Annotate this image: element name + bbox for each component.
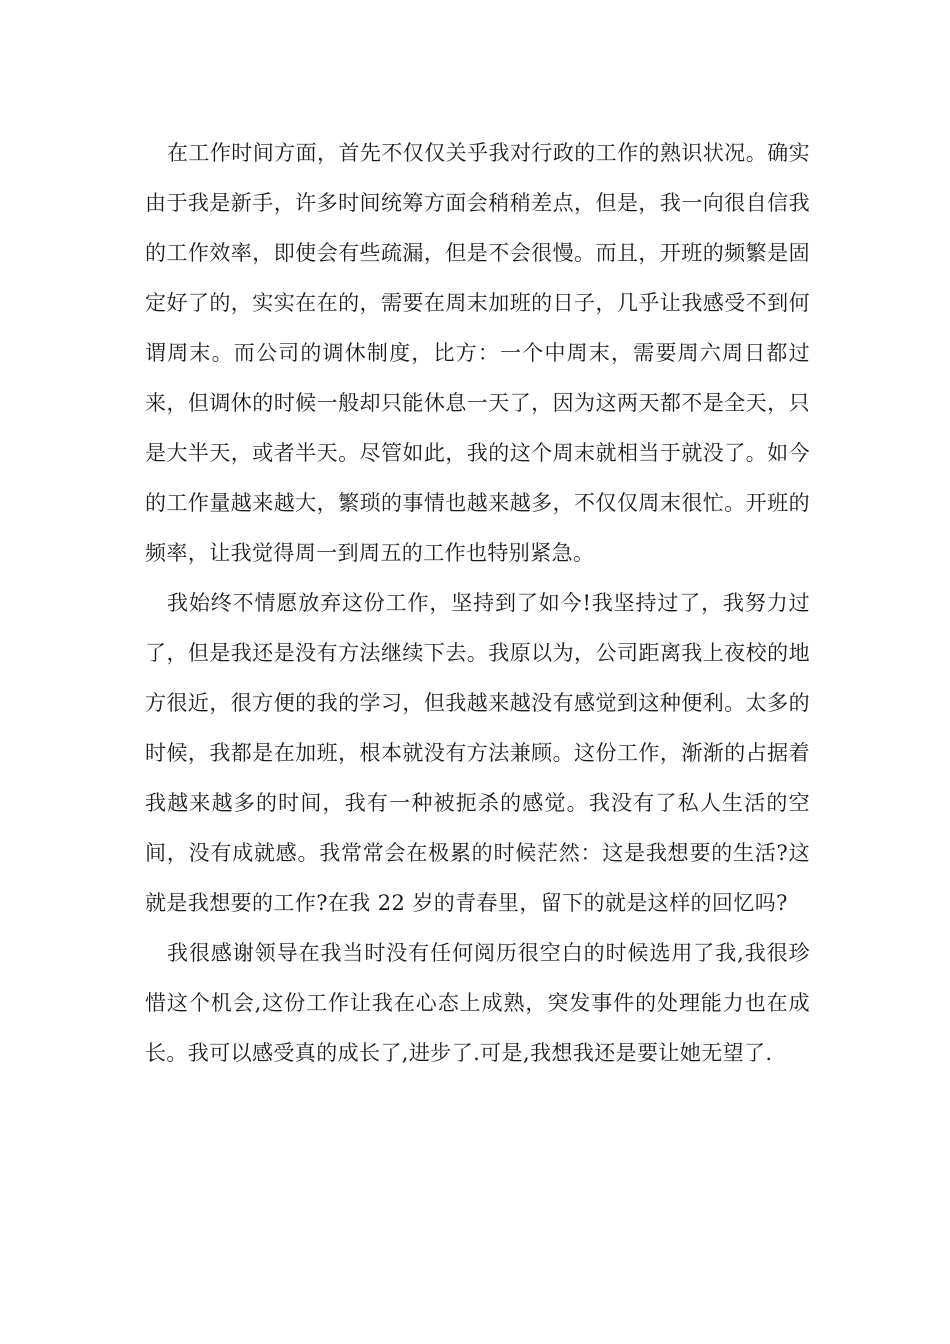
paragraph-persistence: 我始终不情愿放弃这份工作，坚持到了如今!我坚持过了，我努力过了，但是我还是没有方法继续下去。我原以为，公司距离我上夜校的地方很近，很方便的我的学习，但我越来越没有感觉到这种便利。太多的时候，我都是在加班，根本就没有方法兼顾。这份工作，渐渐的占据着我越来越多的时间，我有一种被扼杀的感觉。我没有了私人生活的空间，没有成就感。我常常会在极累的时候茫然：这是我想要的生活?这就是我想要的工作?在我 22 岁的青春里，留下的就是这样的回忆吗? <box>145 591 810 915</box>
paragraph-working-hours: 在工作时间方面，首先不仅仅关乎我对行政的工作的熟识状况。确实由于我是新手，许多时间统筹方面会稍稍差点，但是，我一向很自信我的工作效率，即使会有些疏漏，但是不会很慢。而且，开班的频繁是固定好了的，实实在在的，需要在周末加班的日子，几乎让我感受不到何谓周末。而公司的调休制度，比方：一个中周末，需要周六周日都过来，但调休的时候一般却只能休息一天了，因为这两天都不是全天，只是大半天，或者半天。尽管如此，我的这个周末就相当于就没了。如今的工作量越来越大，繁琐的事情也越来越多，不仅仅周末很忙。开班的频率，让我觉得周一到周五的工作也特别紧急。 <box>145 141 810 565</box>
document-body <box>145 128 810 1078</box>
paragraph-gratitude: 我很感谢领导在我当时没有任何阅历很空白的时候选用了我,我很珍惜这个机会,这份工作让我在心态上成熟，突发事件的处理能力也在成长。我可以感受真的成长了,进步了.可是,我想我还是要让她无望了. <box>145 941 810 1065</box>
